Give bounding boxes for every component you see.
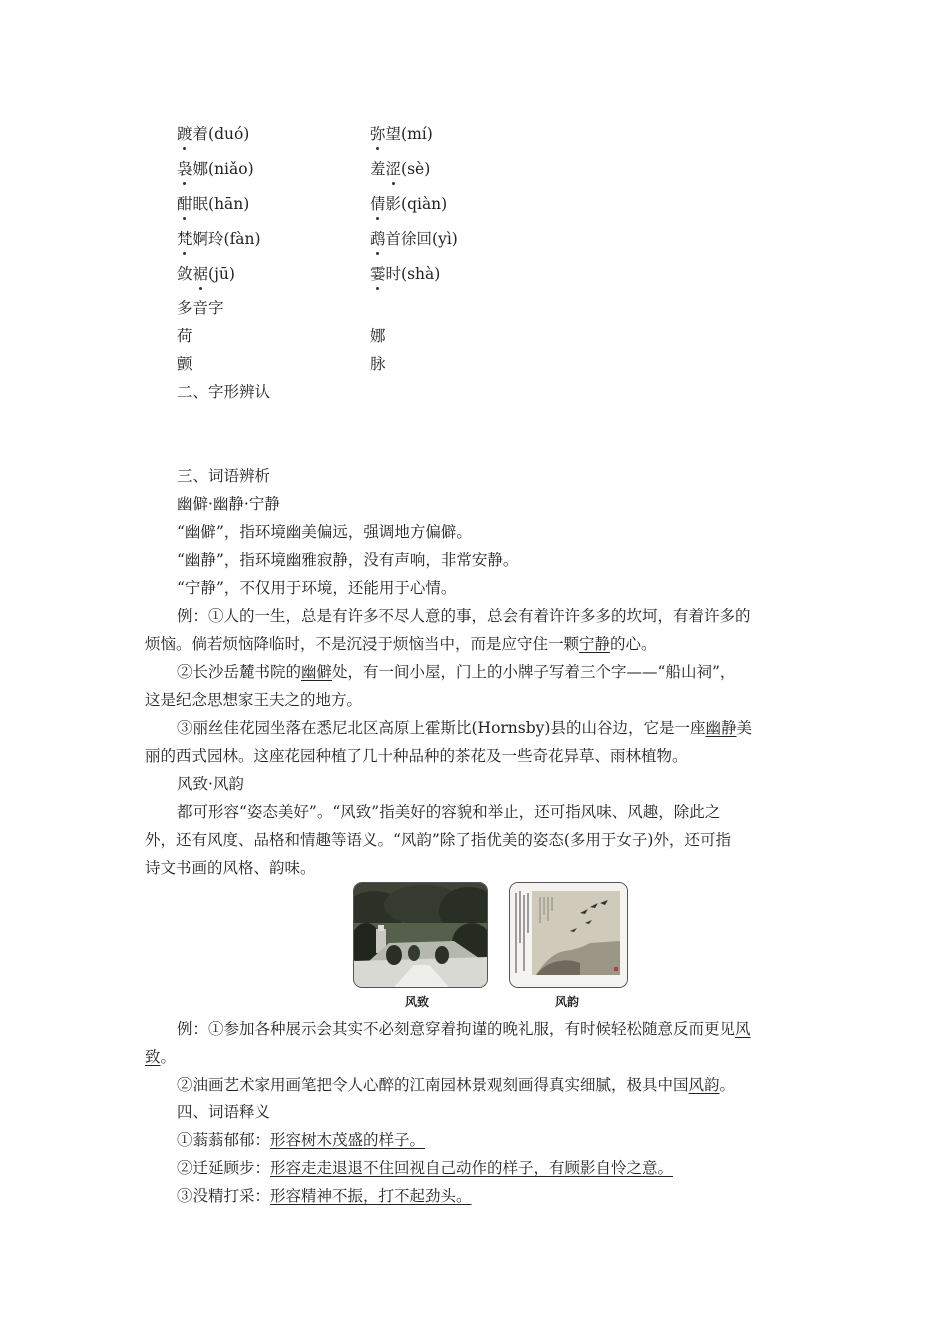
example-text: 例：①人的一生，总是有许多不尽人意的事，总会有着许许多多的坎坷，有着许多的: [177, 607, 751, 625]
definition-item: ①蓊蓊郁郁：形容树木茂盛的样子。: [177, 1131, 426, 1149]
duoyin-item: 脉: [370, 355, 386, 373]
painting-drawing: [510, 883, 627, 987]
figure-caption: 风致: [405, 995, 430, 1009]
pinyin-item: 弥望(mí): [370, 125, 433, 143]
pinyin-item: 敛裾(jū): [177, 265, 235, 283]
pinyin-item: 鹉首徐回(yì): [370, 230, 458, 248]
pinyin-item: 梵婀玲(fàn): [177, 230, 261, 248]
section-heading: 四、词语释义: [177, 1103, 271, 1121]
example-text: ②油画艺术家用画笔把令人心醉的江南园林景观刻画得真实细腻，极具中国风韵。: [177, 1076, 736, 1094]
example-text: ②长沙岳麓书院的幽僻处，有一间小屋，门上的小牌子写着三个字——“船山祠”，: [177, 663, 736, 681]
pinyin-item: 霎时(shà): [370, 265, 441, 283]
paragraph-text: 诗文书画的风格、韵味。: [145, 859, 316, 877]
section-heading: 二、字形辨认: [177, 383, 271, 401]
duoyin-heading: 多音字: [177, 299, 224, 317]
word-group-title: 幽僻·幽静·宁静: [177, 495, 280, 513]
example-text: 例：①参加各种展示会其实不必刻意穿着拘谨的晚礼服，有时候轻松随意反而更见风: [177, 1020, 751, 1038]
definition-item: ②迁延顾步：形容走走退退不住回视自己动作的样子，有顾影自怜之意。: [177, 1159, 674, 1177]
section-heading: 三、词语辨析: [177, 467, 271, 485]
definition: “幽静”，指环境幽雅寂静，没有声响，非常安静。: [177, 551, 519, 569]
example-text: 致。: [145, 1048, 177, 1066]
garden-photo-drawing: [354, 883, 487, 987]
example-text: ③丽丝佳花园坐落在悉尼北区高原上霍斯比(Hornsby)县的山谷边，它是一座幽静美: [177, 719, 753, 737]
definition: “幽僻”，指环境幽美偏远，强调地方偏僻。: [177, 523, 472, 541]
definition: “宁静”，不仅用于环境，还能用于心情。: [177, 579, 457, 597]
pinyin-item: 倩影(qiàn): [370, 195, 448, 213]
duoyin-item: 荷: [177, 327, 193, 345]
example-text: 这是纪念思想家王夫之的地方。: [145, 691, 363, 709]
pinyin-item: 袅娜(niǎo): [177, 160, 254, 178]
garden-photo: [353, 882, 488, 988]
example-text: 烦恼。倘若烦恼降临时，不是沉浸于烦恼当中，而是应守住一颗宁静的心。: [145, 635, 657, 653]
painting-image: [509, 882, 628, 988]
duoyin-item: 娜: [370, 327, 386, 345]
figure-caption: 风韵: [555, 995, 580, 1009]
definition-item: ③没精打采：形容精神不振，打不起劲头。: [177, 1187, 472, 1205]
duoyin-item: 颤: [177, 355, 193, 373]
pinyin-item: 酣眠(hān): [177, 195, 250, 213]
pinyin-item: 羞涩(sè): [370, 160, 431, 178]
pinyin-item: 踱着(duó): [177, 125, 250, 143]
paragraph-text: 都可形容“姿态美好”。“风致”指美好的容貌和举止，还可指风味、风趣，除此之: [177, 803, 721, 821]
paragraph-text: 外，还有风度、品格和情趣等语义。“风韵”除了指优美的姿态(多用于女子)外，还可指: [145, 831, 731, 849]
word-group-title: 风致·风韵: [177, 775, 244, 793]
example-text: 丽的西式园林。这座花园种植了几十种品种的茶花及一些奇花异草、雨林植物。: [145, 747, 688, 765]
